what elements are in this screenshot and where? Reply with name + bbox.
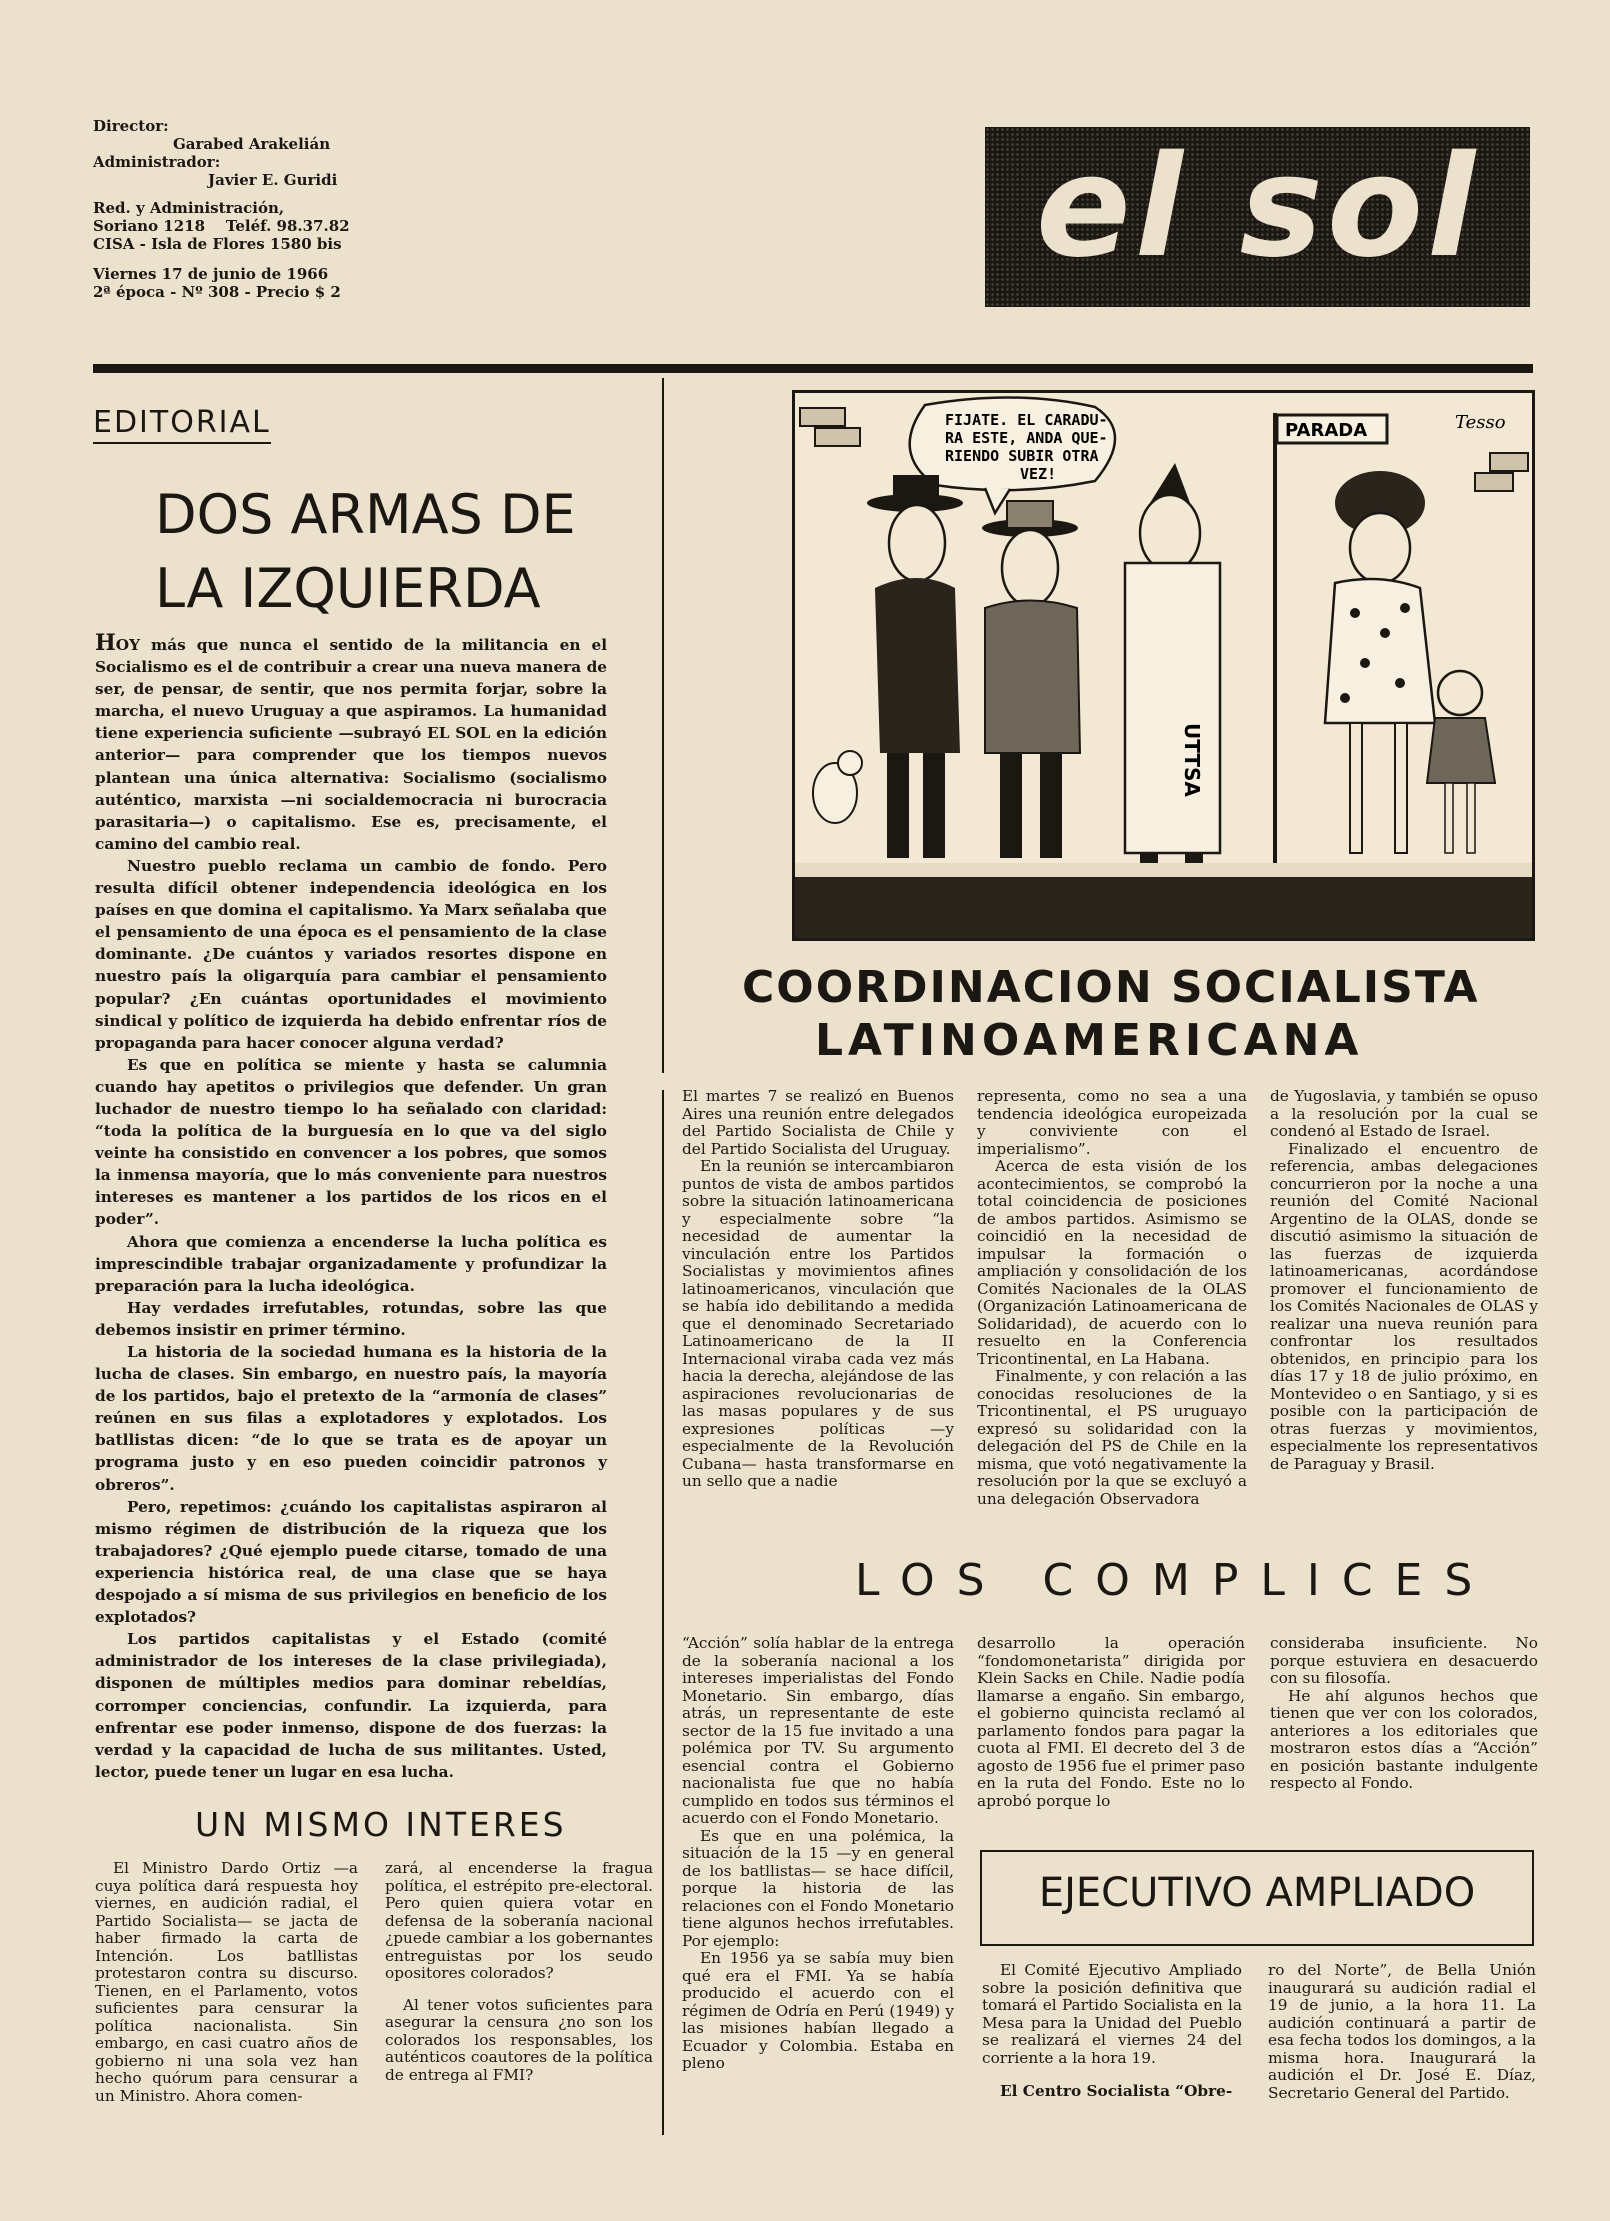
editorial-headline-line1: DOS ARMAS DE xyxy=(155,483,576,546)
speech-line: FIJATE. EL CARADU- xyxy=(945,411,1108,429)
editorial-label: EDITORIAL xyxy=(93,405,271,444)
complices-col1: “Acción” solía hablar de la entrega de la soberanía nacional a los intereses imperialistas del Fondo Monetario. Sin embargo, días atrás, un representante de este sector de la 15 fue invitado a una polémica por TV. Su argumento esencial contra el Gobierno nacionalista fue que no había cumplido en todos sus términos el acuerdo con el Fondo Monetario. Es que en una polémica, la situación de la 15 —y en general de los batllistas— se hace difícil, porque la historia de las relaciones con el Fondo Monetario tiene algunos hechos irrefutables. Por ejemplo: En 1956 ya se sabía muy bien qué era el FMI. Ya se había producido el acuerdo con el régimen de Odría en Perú (1949) y las misiones habían llegado a Ecuador y Colombia. Estaba en pleno xyxy=(682,1634,954,2072)
ejecutivo-box xyxy=(980,1850,1534,1946)
editorial-headline-line2: LA IZQUIERDA xyxy=(155,557,541,620)
address-line: Soriano 1218 Teléf. 98.37.82 xyxy=(93,217,350,235)
editorial-paragraph: Nuestro pueblo reclama un cambio de fondo. Pero resulta difícil obtener independencia ideológica en los países en que domina el capitalismo. Ya Marx señalaba que el pensamiento de una época es el pensamiento de la clase dominante. ¿De cuántos y variados resortes dispone en nuestro país la oligarquía para cambiar el pensamiento popular? ¿En cuántas oportunidades el movimiento sindical y político de izquierda ha debido enfrentar ríos de propaganda para hacer conocer alguna verdad? xyxy=(95,856,607,1052)
complices-col3: consideraba insuficiente. No porque estuviera en desacuerdo con su filosofía. He ahí algunos hechos que tienen que ver con los colorados, anteriores a los editoriales que mostraron estos días a “Acción” en posición bastante indulgente respecto al Fondo. xyxy=(1270,1634,1538,1792)
complices-headline: LOS COMPLICES xyxy=(855,1555,1495,1606)
sandwich-board xyxy=(1125,563,1220,853)
woman-figure xyxy=(1325,471,1435,853)
mismo-col1: El Ministro Dardo Ortiz —a cuya política dará respuesta hoy viernes, en audición radial, el Partido Socialista— se jacta de haber firmado la carta de Intención. Los batllistas protestaron contra su discurso. Tienen, en el Parlamento, votos suficientes para censurar la política nacionalista. Sin embargo, en casi cuatro años de gobierno ni una sola vez han hecho quórum para censurar a un Ministro. Ahora comen- xyxy=(95,1859,358,2105)
mismo-headline: UN MISMO INTERES xyxy=(195,1805,567,1844)
admin-label: Administrador: xyxy=(93,153,221,171)
cartoon-drawing xyxy=(795,393,1532,938)
coordinacion-col2: representa, como no sea a una tendencia ideológica europeizada y conviviente con el imperialismo”. Acerca de esta visión de los acontecimientos, se comprobó la total coincidencia de posiciones de ambos partidos. Asimismo se coincidió en la necesidad de impulsar la formación o ampliación y consolidación de los Comités Nacionales de la OLAS (Organización Latinoamericana de Solidaridad), de acuerdo con lo resuelto en la Conferencia Tricontinental, en La Habana. Finalmente, y con relación a las conocidas resoluciones de la Tricontinental, el PS uruguayo expresó su solidaridad con la delegación del PS de Chile en la misma, que votó negativamente la resolución por la que se excluyó a una delegación Observadora xyxy=(977,1087,1247,1508)
ejecutivo-col1: El Comité Ejecutivo Ampliado sobre la posición definitiva que tomará el Partido Socialista en la Mesa para la Unidad del Pueblo se realizará el viernes 24 del corriente a la hora 19. El Centro Socialista “Obre- xyxy=(982,1961,1242,2100)
speech-line: RA ESTE, ANDA QUE- xyxy=(945,429,1108,447)
editorial-paragraph: Hay verdades irrefutables, rotundas, sobre las que debemos insistir en primer término. xyxy=(95,1298,607,1339)
director-name: Garabed Arakelián xyxy=(173,135,331,153)
mismo-col2: zará, al encenderse la fragua política, el estrépito pre-electoral. Pero quien quiera votar en defensa de la soberanía nacional ¿puede cambiar a los gobernantes entreguistas por los seudo opositores colorados? Al tener votos suficientes para asegurar la censura ¿no son los colorados los responsables, los auténticos coautores de la política de entrega al FMI? xyxy=(385,1859,653,2084)
complices-col2: desarrollo la operación “fondomonetarista” dirigida por Klein Sacks en Chile. Nadie podía llamarse a engaño. Sin embargo, el gobierno quincista reclamó al parlamento fondos para pagar la cuota al FMI. El decreto del 3 de agosto de 1956 fue el primer paso en la ruta del Fondo. Este no lo aprobó porque lo xyxy=(977,1634,1245,1810)
dog-figure xyxy=(813,751,862,823)
admin-name: Javier E. Guridi xyxy=(208,171,338,189)
curb xyxy=(795,863,1532,877)
column-divider-lower xyxy=(662,1090,664,2135)
ejecutivo-col2: ro del Norte”, de Bella Unión inaugurará su audición radial el 19 de junio, a la hora 11. La audición continuará a partir de esa fecha todos los domingos, a la misma hora. Inaugurará la audición el Dr. José E. Díaz, Secretario General del Partido. xyxy=(1268,1961,1536,2102)
editorial-paragraph: Ahora que comienza a encenderse la lucha política es imprescindible trabajar organizadamente y profundizar la preparación para la lucha ideológica. xyxy=(95,1232,607,1295)
parada-text: PARADA xyxy=(1285,420,1368,441)
editorial-paragraph: HOY más que nunca el sentido de la militancia en el Socialismo es el de contribuir a crear una nueva manera de ser, de pensar, de sentir, que nos permita forjar, sobre la marcha, el nuevo Uruguay a que aspiramos. La humanidad tiene experiencia suficiente —subrayó EL SOL en la edición anterior— para comprender que los tiempos nuevos plantean una única alternativa: Socialismo (socialismo auténtico, marxista —ni socialdemocracia ni burocracia parasitaria—) o capitalismo. Ese es, precisamente, el camino del cambio real. xyxy=(95,630,607,853)
masthead-info xyxy=(93,117,350,301)
cartoonist-signature: Tesso xyxy=(1455,412,1506,433)
date-line: Viernes 17 de junio de 1966 xyxy=(93,265,329,283)
board-text: UTTSA xyxy=(1180,723,1204,797)
sandwich-board-man xyxy=(1125,463,1220,863)
column-divider xyxy=(662,378,664,1073)
editorial-paragraph: Pero, repetimos: ¿cuándo los capitalistas aspiraron al mismo régimen de distribución de la riqueza que los trabajadores? ¿Qué ejemplo puede citarse, tomado de una experiencia histórica real, de una clase que se haya despojado a sí misma de sus privilegios en beneficio de los explotados? xyxy=(95,1497,607,1627)
girl-figure xyxy=(1427,671,1495,853)
editorial-headline xyxy=(155,478,635,626)
logo-text: el sol xyxy=(1035,127,1480,289)
newspaper-logo xyxy=(985,127,1530,307)
editorial-paragraph: La historia de la sociedad humana es la historia de la lucha de clases. Sin embargo, en nuestro país, la mayoría de los partidos, bajo el pretexto de la “armonía de clases” reúnen en sus filas a explotadores y explotados. Los batllistas dicen: “de lo que se trata es de apoyar un programa justo y en eso pueden coincidir patronos y obreros”. xyxy=(95,1343,607,1494)
editorial-paragraph: Es que en política se miente y hasta se calumnia cuando hay apetitos o privilegios que defender. Un gran luchador de nuestro tiempo lo ha señalado con claridad: “toda la política de la burguesía en lo que va del siglo veinte ha consistido en convencer a los pobres, que somos la inmensa mayoría, que lo más conveniente para nuestros intereses es mantener a los partidos de los ricos en el poder”. xyxy=(95,1055,607,1229)
issue-line: 2ª época - Nº 308 - Precio $ 2 xyxy=(93,283,341,301)
coordinacion-col3: de Yugoslavia, y también se opuso a la resolución por la cual se condenó al Estado de Israel. Finalizado el encuentro de referencia, ambas delegaciones concurrieron por la noche a una reunión del Comité Nacional Argentino de la OLAS, donde se discutió asimismo la situación de las fuerzas de izquierda latinoamericanas, acordándose promover el funcionamiento de los Comités Nacionales de OLAS y realizar una nueva reunión para confrontar los resultados obtenidos, en principio para los días 17 y 18 de julio próximo, en Montevideo o en Santiago, y si es posible con la participación de otras fuerzas y movimientos, especialmente los representativos de Paraguay y Brasil. xyxy=(1270,1087,1538,1473)
coordinacion-headline-line1: COORDINACION SOCIALISTA xyxy=(742,962,1480,1013)
man-figure-left xyxy=(867,475,963,858)
coordinacion-col1: El martes 7 se realizó en Buenos Aires una reunión entre delegados del Partido Socialista de Chile y del Partido Socialista del Uruguay. En la reunión se intercambiaron puntos de vista de ambos partidos sobre la situación latinoamericana y especialmente sobre “la necesidad de aumentar la vinculación entre los Partidos Socialistas y movimientos afines latinoamericanos, vinculación que se había ido debilitando a medida que el denominado Secretariado Latinoamericano de la II Internacional viraba cada vez más hacia la derecha, alejándose de las aspiraciones revolucionarias de las masas populares y de sus expresiones políticas —y especialmente de la Revolución Cubana— hasta transformarse en un sello que a nadie xyxy=(682,1087,954,1490)
speech-line: VEZ! xyxy=(1020,465,1057,483)
top-rule xyxy=(93,364,1533,373)
cartoon-illustration xyxy=(792,390,1535,941)
red-label: Red. y Administración, xyxy=(93,199,285,217)
ejecutivo-headline: EJECUTIVO AMPLIADO xyxy=(1038,1870,1476,1916)
man-figure-middle xyxy=(982,501,1080,858)
cisa-line: CISA - Isla de Flores 1580 bis xyxy=(93,235,342,253)
director-label: Director: xyxy=(93,117,169,135)
editorial-body xyxy=(95,632,607,1783)
dropcap: H xyxy=(95,630,116,656)
editorial-paragraph: Los partidos capitalistas y el Estado (comité administrador de los intereses de la clase privilegiada), disponen de múltiples medios para dominar rebeldías, corromper conciencias, confundir. La izquierda, para enfrentar ese poder inmenso, dispone de dos fuerzas: la verdad y la capacidad de lucha de sus militantes. Usted, lector, puede tener un lugar en esa lucha. xyxy=(95,1630,607,1781)
coordinacion-headline-line2: LATINOAMERICANA xyxy=(815,1015,1364,1066)
speech-line: RIENDO SUBIR OTRA xyxy=(945,447,1099,465)
